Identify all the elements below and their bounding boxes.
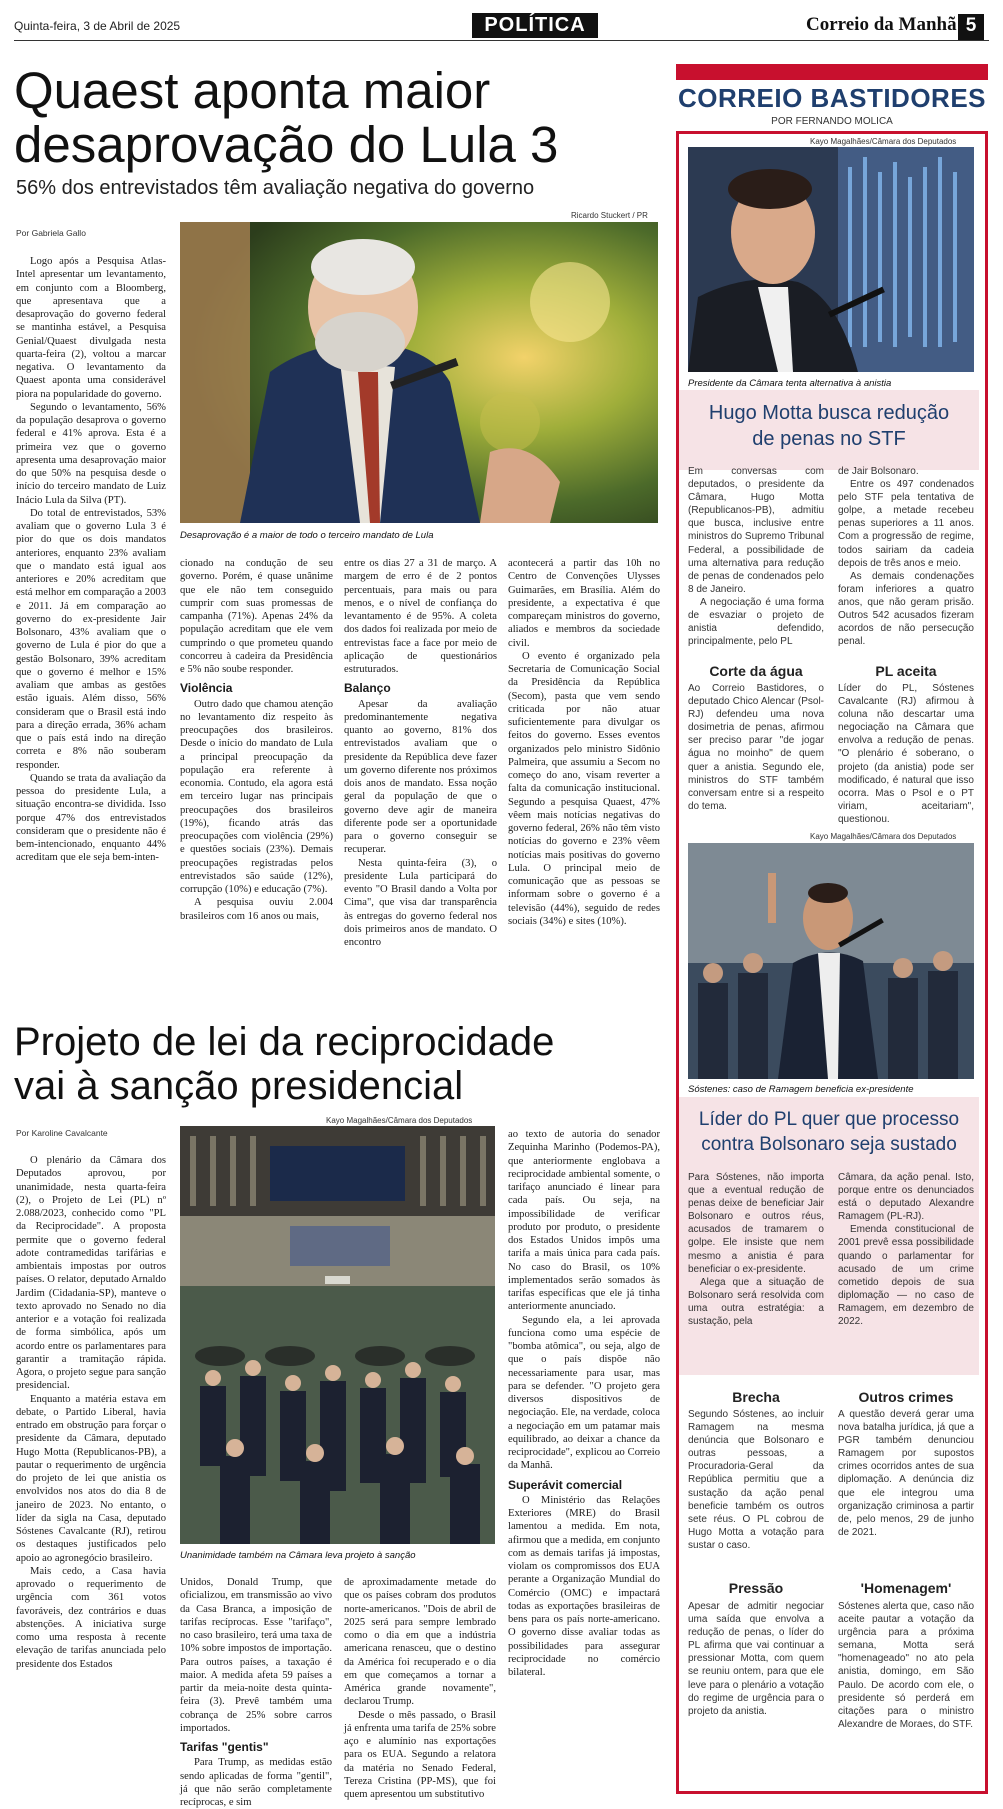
paragraph: Mais cedo, a Casa havia aprovado o requerimento de urgência com 361 votos favoráveis, dez contrários e duas abstenções. A iniciativa surge como uma resposta à recente elevação de tarifas anunciada pelo presidente dos Estados [16,1565,166,1670]
article1-byline: Por Gabriela Gallo [16,228,86,238]
paragraph: de Jair Bolsonaro. [838,466,919,477]
sidebar-subhead-corte-da-agua: Corte da água [709,663,803,679]
paragraph: Emenda constitucional de 2001 prevê essa possibilidade quando o parlamentar for acusado de um crime cometido depois de sua diplomação — no caso de Ramagem, em dezembro de 2022. [838,1224,974,1328]
article1-headline-line1: Quaest aponta maior [14,62,491,119]
sidebar-story2-column-2 [838,1171,974,1371]
paragraph: Enquanto a matéria estava em debate, o Partido Liberal, havia entrado em obstrução para forçar o presidente da Câmara, deputado Hugo Motta (Republicanos-PB), a pautar o requerimento de urgência do projeto de lei que anistia os envolvidos nos atos do dia 8 de janeiro de 2023. No entanto, o líder da sigla na Casa, deputado Sóstenes Cavalcante (RJ), retirou os destaques justificados pelo apoio ao agronegócio brasileiro. [16,1393,166,1564]
paragraph: Entre os 497 condenados pelo STF pela tentativa de golpe, a metade recebeu penas superiores a 11 anos. Com a progressão de regime, todos sairiam da cadeia depois de três anos e meio. [838,479,974,569]
sidebar-story2-title-line1: Líder do PL quer que processo [698,1109,960,1130]
sidebar-subhead-pl-aceita: PL aceita [875,663,937,679]
section-label: POLÍTICA [484,14,586,36]
article2-photo-credit: Kayo Magalhães/Câmara dos Deputados [326,1116,473,1125]
paragraph: Desde o mês passado, o Brasil já enfrenta uma tarifa de 25% sobre aço e alumínio nas exportações para os EUA. Segundo a relatora da matéria no Senado Federal, Tereza Cristina (PP-MS), que foi quem apresentou um substitutivo [344,1709,496,1800]
sidebar-subhead-homenagem: 'Homenagem' [860,1580,952,1596]
article1-photo-lula [180,222,658,523]
article2-headline-line1: Projeto de lei da reciprocidade [14,1020,555,1064]
paragraph: Segundo ela, a lei aprovada funciona como uma espécie de "bomba atômica", ou seja, algo de que o país dispõe não necessariamente para usar, mas para se defender. "O projeto gera diversos dispositivos de negociação. Ele, na verdade, coloca a negociação em um patamar mais equilibrado, ao deixar a chance da reciprocidade", explicou ao Correio da Manhã. [508,1314,660,1472]
paragraph: A negociação é uma forma de esvaziar o projeto de anistia defendido, principalmente, pelo PL [688,596,824,648]
paragraph: O plenário da Câmara dos Deputados aprovou, por unanimidade, nesta quarta-feira (2), o Projeto de Lei (PL) nº 2.088/2023, conhecido como "PL da Reciprocidade". A proposta permite que o governo federal adote contramedidas tarifárias e ambientais impostas por outros países. O relator, deputado Arnaldo Jardim (Cidadania-SP), manteve o texto aprovado no Senado no dia anterior e a votação foi realizada de forma simbólica, após um acordo entre os parlamentares para garantir a tramitação rápida. Agora, o projeto segue para sanção presidencial. [16,1155,166,1392]
sidebar-photo1-credit: Kayo Magalhães/Câmara dos Deputados [810,137,957,146]
paragraph: Câmara, da ação penal. Isto, porque entre os denunciados está o deputado Alexandre Ramagem (PL-RJ). [838,1172,974,1223]
issue-date: Quinta-feira, 3 de Abril de 2025 [14,19,181,33]
paragraph: O Ministério das Relações Exteriores (MRE) do Brasil lamentou a medida. Em nota, afirmou que a medida, em conjunto com as demais tarifas já impostas, violam os compromissos dos EUA perante a Organização Mundial do Comércio (OMC) e impactará todas as exportações brasileiras de bens para os país norte-americano. O governo disse avaliar todas as possibilidades para assegurar reciprocidade no comércio bilateral. [508,1494,660,1678]
sidebar-title: CORREIO BASTIDORES [677,83,987,113]
subsection-heading: Superávit comercial [508,1477,623,1492]
article1-photo-credit: Ricardo Stuckert / PR [571,211,648,220]
article2-photo-plenary [180,1126,495,1544]
paragraph: de aproximadamente metade do que os países cobram dos produtos norte-americanos. "Dois de abril de 2025 será para sempre lembrado como o dia em que a indústria americana renasceu, que o destino da América foi recuperado e o dia em que começamos a tornar a América grande novamente", declarou Trump. [344,1577,496,1708]
paragraph: As demais condenações foram inferiores a quatro anos, que não geram prisão. Outros 542 acusados fizeram acordos de não persecução penal. [838,570,974,648]
article2-headline-line2: vai à sanção presidencial [14,1064,464,1108]
sidebar-subhead-pressao: Pressão [728,1580,784,1596]
paragraph: acontecerá a partir das 10h no Centro de Convenções Ulysses Guimarães, em Brasília. Além do presidente, a expectativa é que compareçam ministros do governo, aliados e membros da sociedade civil. [508,558,660,649]
paragraph: Nesta quinta-feira (3), o presidente Lula participará do evento "O Brasil dando a Volta por Cima", que visa dar transparência às entregas do governo federal nos dois primeiros anos de mandato. O encontro [344,857,497,948]
paragraph: Líder do PL, Sóstenes Cavalcante (RJ) afirmou à coluna não descartar uma negociação na Câmara que envolva a redução de penas. "O plenário é soberano, o projeto (da anistia) pode ser modificado, é natural que isso ocorra. Mas o Psol e o PT viriam, aceitariam", questionou. [838,683,974,825]
article2-byline: Por Karoline Cavalcante [16,1128,108,1138]
sidebar-sub2-text [838,682,974,825]
paragraph: Outro dado que chamou atenção no levantamento diz respeito às preocupações dos brasileiros. Desde o início do mandato de Lula a principal preocupação da população era referente à economia. Contudo, ela agora está em terceiro lugar nas principais preocupações dos brasileiros (19%), ficando atrás das preocupações com violência (29%) e questões sociais (23%). Demais preocupações registradas pelos entrevistados são saúde (12%), corrupção (10%) e educação (7%). [180,698,333,895]
header-rule [14,40,989,41]
article1-column-3 [344,557,497,1007]
sidebar-sub1-text [688,682,824,817]
article1-column-2 [180,557,333,1007]
sidebar-photo-hugo-motta [688,147,974,372]
masthead-logo: Correio da Manhã [806,14,957,35]
article1-headline-line2: desaprovação do Lula 3 [14,116,559,173]
article1-photo-caption: Desaprovação é a maior de todo o terceiro mandato de Lula [180,530,434,541]
sidebar-author: POR FERNANDO MOLICA [771,116,893,127]
sidebar-sub4-text [838,1408,974,1573]
subsection-heading: Tarifas "gentis" [180,1740,269,1754]
article1-subheadline: 56% dos entrevistados têm avaliação negativa do governo [16,177,535,199]
sidebar-top-rule [676,64,988,80]
page-number: 5 [965,15,977,36]
subsection-heading: Balanço [344,681,391,696]
paragraph: cionado na condução de seu governo. Porém, é quase unânime que ele não tem conseguido cumprir com suas promessas de campanha (71%). Apenas 24% da população acreditam que ele vem cumprindo o que prometeu quando concorreu à cadeira da Presidência e 5% não soube responder. [180,558,333,675]
paragraph: Unidos, Donald Trump, que oficializou, em transmissão ao vivo da Casa Branca, a imposição de tarifas recíprocas. Esse "tarifaço", no caso brasileiro, terá uma taxa de 10% sobre impostos de importação. Para outros países, a taxação é maior. A medida afeta 59 países a partir da meia-noite desta quinta-feira (3). Prevê também uma cobrança de 25% sobre carros importados. [180,1577,332,1734]
paragraph: Alega que a situação de Bolsonaro será resolvida com uma outra estratégia: a sustação, pela [688,1276,824,1328]
paragraph: Quando se trata da avaliação da pessoa do presidente Lula, a situação encontra-se dividida. Isso porque 47% dos entrevistados consideram que o presidente não é bem-intencionado, enquanto 44% acreditam que ele seja bem-inten- [16,772,166,864]
sidebar-story2-title-line2: contra Bolsonaro seja sustado [701,1134,957,1155]
paragraph: Segundo Sóstenes, ao incluir Ramagem na mesma denúncia que Bolsonaro e outras pessoas, a Procuradoria-Geral da República permitiu que a sustação da ação penal beneficie também os outros sete réus. O PL cobrou de Hugo Motta a votação para sustar o caso. [688,1409,824,1551]
article2-column-1 [16,1154,166,1794]
sidebar-photo-sostenes [688,843,974,1079]
article1-column-4 [508,557,660,1007]
article2-column-3 [344,1576,496,1800]
sidebar-story1-title-line1: Hugo Motta busca redução [708,402,950,424]
paragraph: Apesar de admitir negociar uma saída que envolva a redução de penas, o líder do PL afirma que vai continuar a pressionar Motta, com quem se reuniu ontem, para que ele leve para o plenário a votação do regime de urgência para o projeto da anistia. [688,1601,824,1717]
article2-column-4 [508,1128,660,1794]
paragraph: Do total de entrevistados, 53% avaliam que o governo Lula 3 é pior do que os dois mandatos anteriores, enquanto 23% avaliam que o mandato está igual aos anteriores e 20% acreditam que está melhor em comparação a 2003 e 2011. Já em comparação ao governo do ex-presidente Jair Bolsonaro, 43% avaliam que o governo de Lula é pior do que a gestão Bolsonaro, 39% acreditam que o governo é melhor e 15% avaliam que ambas as gestões estão iguais. Além disso, 56% consideram que o Brasil está indo para a direção errada, 36% acham que o país está indo na direção correta e 8% não souberam responder. [16,507,166,771]
sidebar-sub5-text [688,1600,824,1782]
sidebar-story1-column-1 [688,465,824,657]
paragraph: Para Trump, as medidas estão sendo aplicadas de forma "gentil", já que não serão completamente recíprocas, e sim [180,1757,332,1808]
article2-column-2 [180,1576,332,1808]
sidebar-subhead-brecha: Brecha [732,1389,780,1405]
sidebar-photo2-caption: Sóstenes: caso de Ramagem beneficia ex-presidente [688,1084,914,1095]
paragraph: Segundo o levantamento, 56% da população desaprova o governo federal e 41% aprova. Esta é a primeira vez que o governo apresenta uma desaprovação maior do que 50% na pesquisa desde o início do terceiro mandato de Luiz Inácio Lula da Silva (PT). [16,401,166,506]
paragraph: Sóstenes alerta que, caso não aceite pautar a votação da urgência para a próxima semana, Motta será "homenageado" no ato pela anistia, domingo, em São Paulo. De acordo com ele, o presidente só perderá em citações para o ministro Alexandre de Moraes, do STF. [838,1601,974,1730]
paragraph: ao texto de autoria do senador Zequinha Marinho (Podemos-PA), que anteriormente englobava a reciprocidade ambiental somente, o tarifaço anunciado é linear para cada país. Ou seja, na impossibilidade de verificar produto por produto, o presidente dos Estados Unidos impôs uma tarifa a mais única para cada país. No caso do Brasil, os 10% implementados serão somados às tarifas específicas que ele já tinha anteriormente anunciado. [508,1129,660,1313]
paragraph: Para Sóstenes, não importa que a eventual redução de penas deixe de beneficiar Jair Bolsonaro e outros réus, acusados de tramarem o golpe. Ele insiste que nem mesmo a anistia é para beneficiar o ex-presidente. [688,1172,824,1275]
paragraph: Apesar da avaliação predominantemente negativa quanto ao governo, 81% dos entrevistados avaliam que o presidente da República deve fazer um governo diferente nos próximos dois anos de mandato. Essa noção geral da população de que o governo deve agir de maneira diferente pode ser a oportunidade para o governo conseguir se recuperar. [344,698,497,856]
paragraph: entre os dias 27 a 31 de março. A margem de erro é de 2 pontos percentuais, para mais ou para menos, e o nível de confiança do levantamento é de 95%. A coleta dos dados foi realizada por meio de entrevistas face a face por meio de aplicação de questionários estruturados. [344,558,497,675]
article1-column-1 [16,255,166,1007]
sidebar-sub3-text [688,1408,824,1573]
sidebar-story1-column-2 [838,465,974,657]
paragraph: A pesquisa ouviu 2.004 brasileiros com 16 anos ou mais, [180,897,333,922]
paragraph: Logo após a Pesquisa Atlas-Intel apresentar um levantamento, em conjunto com a Bloomberg, que apresentava que a desaprovação do governo federal se mantinha estável, a Pesquisa Genial/Quaest divulgada nesta quarta-feira (2), voltou a marcar negativa. O levantamento da Quaest aponta uma considerável piora na popularidade do governo. [16,256,166,400]
sidebar-photo1-caption: Presidente da Câmara tenta alternativa à anistia [688,378,892,389]
sidebar-sub6-text [838,1600,974,1782]
article2-photo-caption: Unanimidade também na Câmara leva projeto à sanção [180,1550,416,1561]
sidebar-subhead-outros-crimes: Outros crimes [858,1389,954,1405]
sidebar-photo2-credit: Kayo Magalhães/Câmara dos Deputados [810,832,957,841]
paragraph: Em conversas com deputados, o presidente da Câmara, Hugo Motta (Republicanos-PB), admitiu que busca, inclusive entre ministros do Supremo Tribunal Federal, a possibilidade de uma alternativa para redução de penas de condenados pelo 8 de Janeiro. [688,466,824,595]
paragraph: Ao Correio Bastidores, o deputado Chico Alencar (Psol-RJ) defendeu uma nova dosimetria de penas, afirmou ser preciso parar "de jogar água no moinho" de quem quer a anistia. Segundo ele, ministros do STF também conversam entre si a respeito do tema. [688,683,824,812]
subsection-heading: Violência [180,681,233,696]
paragraph: O evento é organizado pela Secretaria de Comunicação Social da Presidência da República (Secom), pasta que vem sendo criticada por não atuar suficientemente para divulgar os feitos do governo. Esses eventos organizados pelo ministro Sidônio Palmeira, que assumiu a Secom no começo do ano, visam reverter a falta da comunicação institucional. Segundo a pesquisa Quaest, 47% vêem mais notícias negativas do governo federal, 26% não têm visto notícias do governo e 23% vêem notícias mais positivas do governo Lula. O principal meio de comunicação que as pessoas se informam sobre o governo é a televisão (44%), seguido de redes sociais (34%) e sites (10%). [508,650,660,927]
sidebar-story1-title-line2: de penas no STF [752,428,906,450]
paragraph: A questão deverá gerar uma nova batalha jurídica, já que a PGR também denunciou Ramagem por supostos crimes ocorridos antes de sua diplomação. A denúncia diz que ele integrou uma organização criminosa a partir de, pelo menos, 29 de junho de 2021. [838,1409,974,1538]
sidebar-story2-column-1 [688,1171,824,1371]
